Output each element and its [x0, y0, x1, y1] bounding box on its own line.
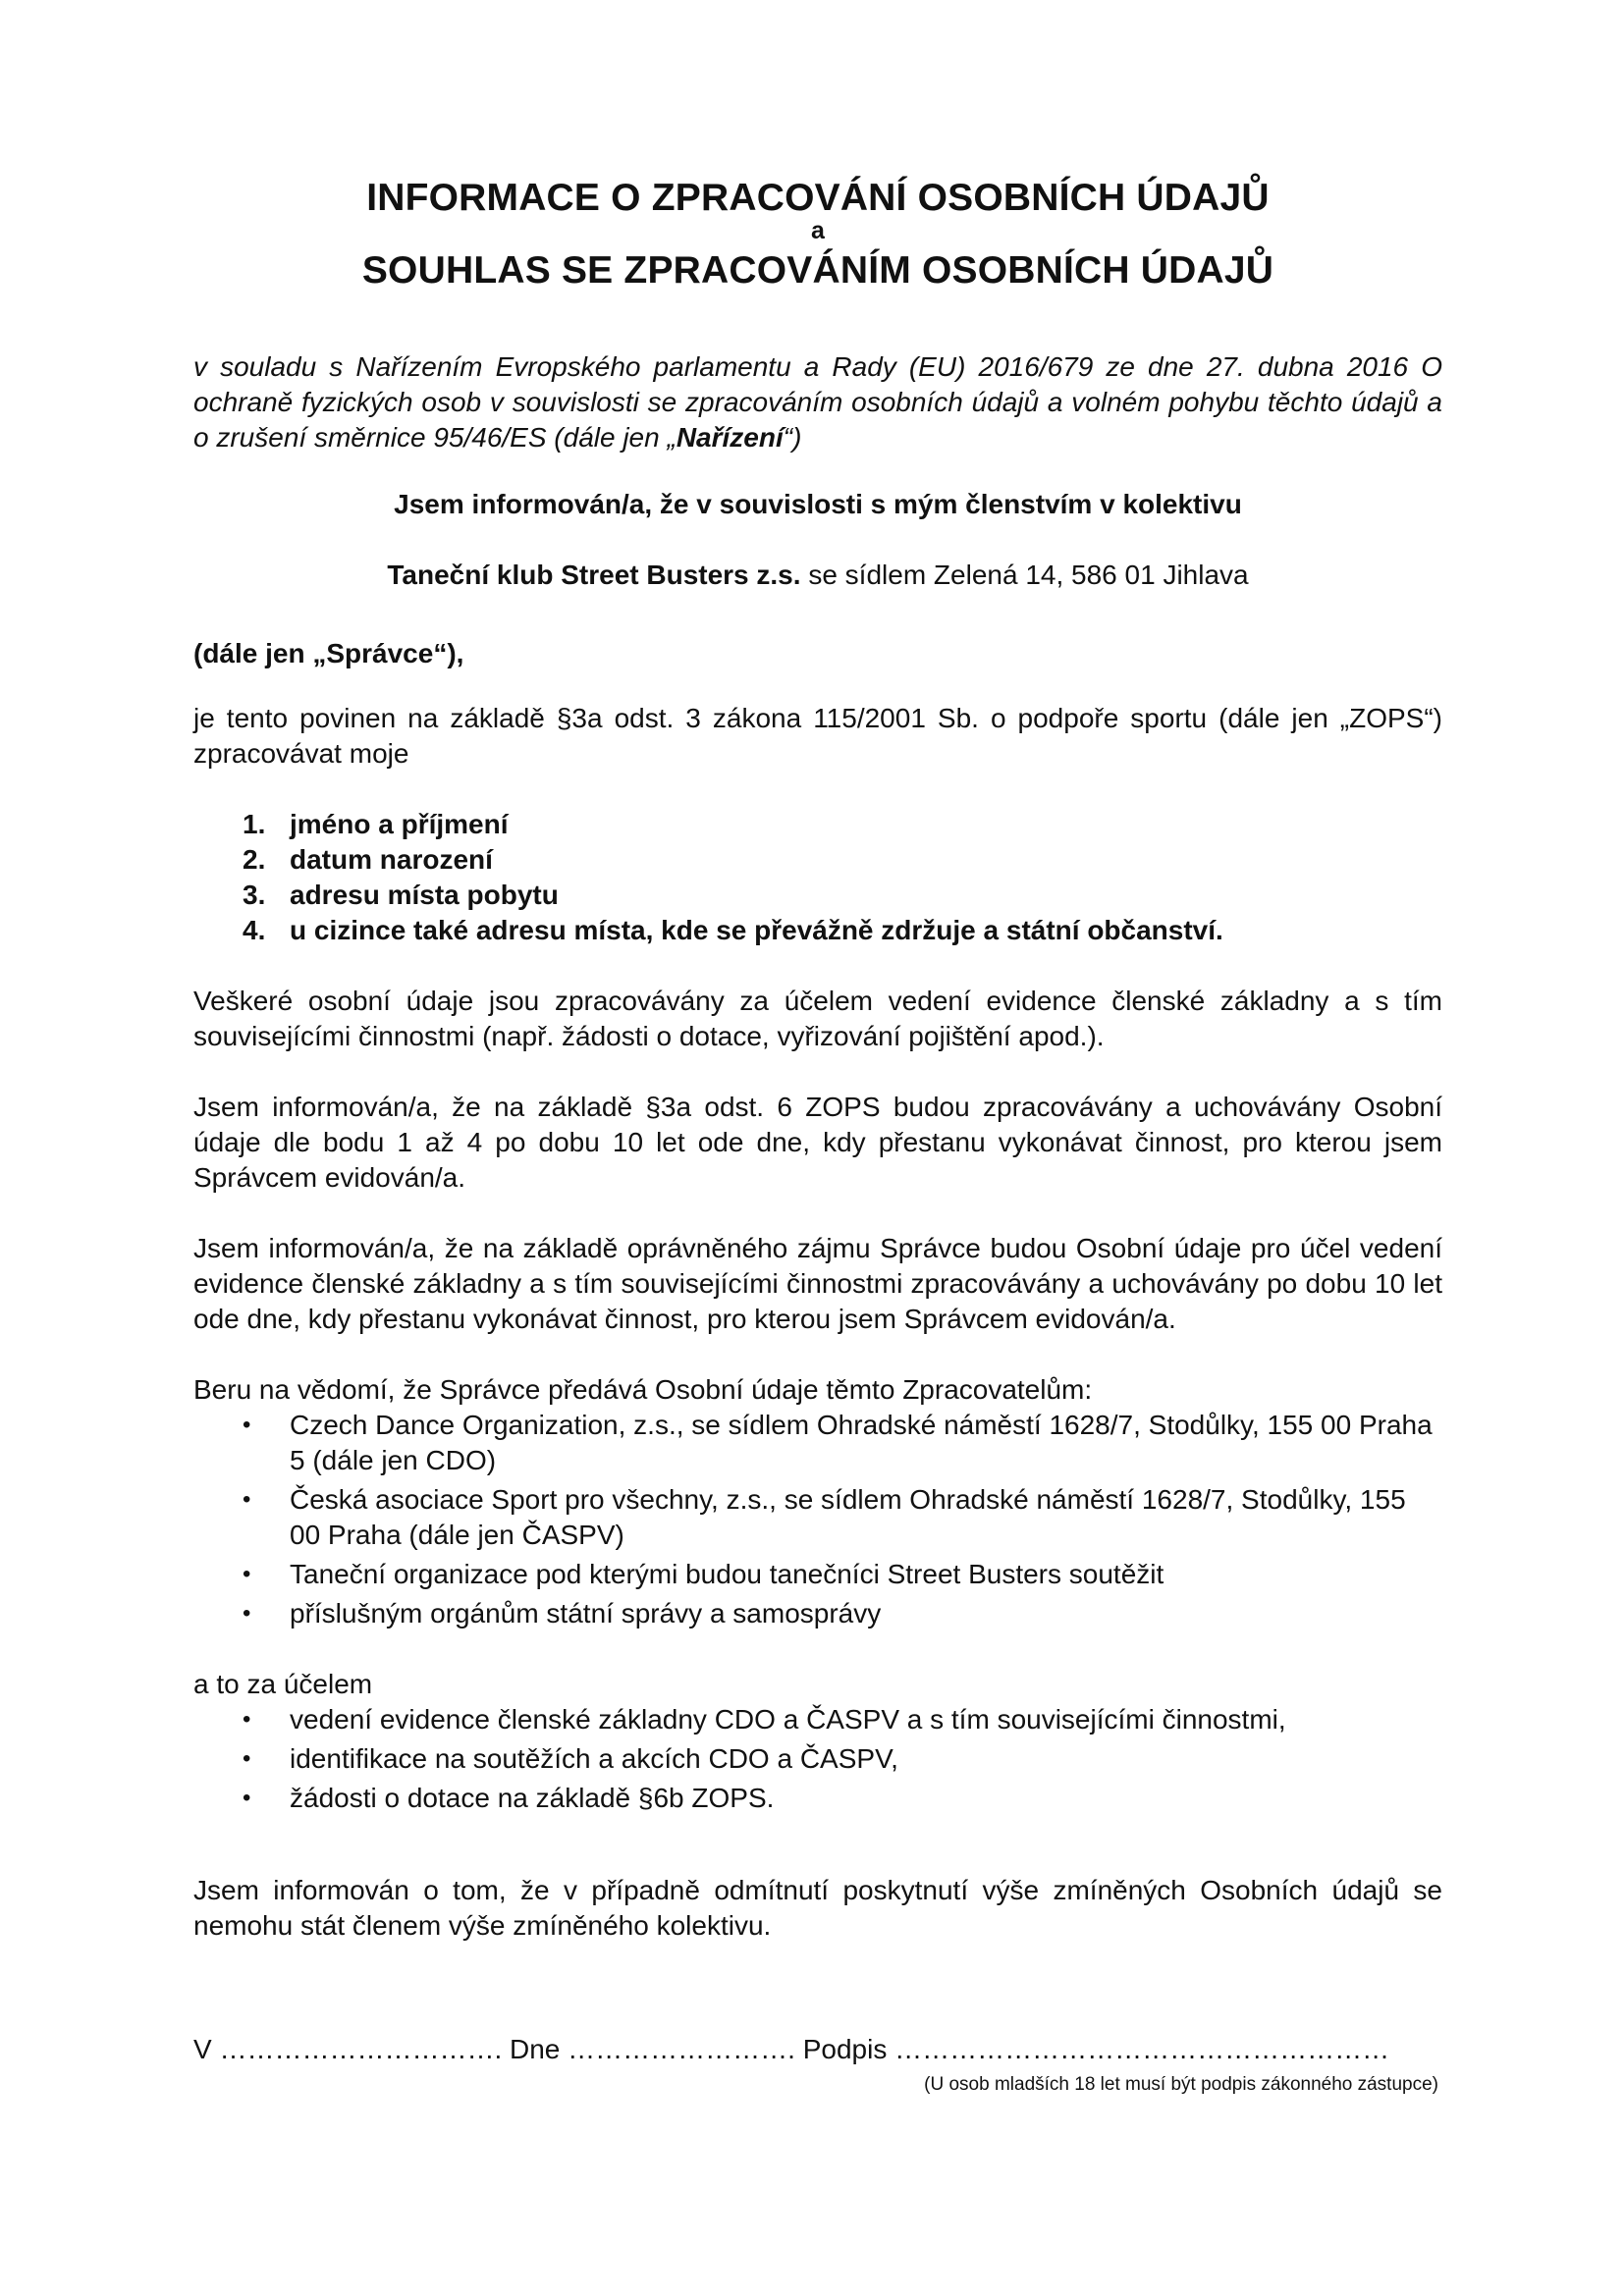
bullet-icon: •: [243, 1561, 251, 1587]
processor-item: [243, 1408, 1442, 1478]
item-number: 3.: [243, 880, 266, 910]
regulation-intro: [193, 349, 1442, 455]
signature-line: V …………………………. Dne ……………………. Podpis ………………………………………………: [193, 2034, 1390, 2064]
title-line-2: SOUHLAS SE ZPRACOVÁNÍM OSOBNÍCH ÚDAJŮ: [361, 249, 1274, 292]
processor-item: [243, 1557, 1442, 1592]
purposes-list: [193, 1702, 1442, 1816]
processor-item: [243, 1482, 1442, 1553]
bullet-icon: •: [243, 1785, 251, 1811]
purpose-paragraph: Veškeré osobní údaje jsou zpracovávány za účelem vedení evidence členské základny a s tím souvisejícími činnostmi (např. žádosti o dotace, vyřizování pojištění apod.).: [193, 986, 1442, 1051]
item-text: u cizince také adresu místa, kde se převážně zdržuje a státní občanství.: [290, 915, 1223, 945]
purpose-text: identifikace na soutěžích a akcích CDO a ČASPV,: [290, 1743, 898, 1774]
processor-text: příslušným orgánům státní správy a samosprávy: [290, 1598, 882, 1629]
purpose-item: [243, 1702, 1442, 1737]
item-text: datum narození: [290, 844, 493, 875]
personal-data-item: [243, 878, 1442, 913]
item-number: 1.: [243, 809, 266, 839]
signature-note: (U osob mladších 18 let musí být podpis zákonného zástupce): [924, 2074, 1438, 2095]
personal-data-item: [243, 842, 1442, 878]
controller-definition: (dále jen „Správce“),: [193, 638, 464, 668]
regulation-intro-term: Nařízení: [676, 422, 784, 453]
purpose-item: [243, 1781, 1442, 1816]
informed-statement: Jsem informován/a, že v souvislosti s mým členstvím v kolektivu: [394, 489, 1242, 519]
legal-basis-paragraph: je tento povinen na základě §3a odst. 3 zákona 115/2001 Sb. o podpoře sportu (dále jen „ZOPS“) zpracovávat moje: [193, 703, 1442, 769]
processor-item: [243, 1596, 1442, 1631]
processors-intro: Beru na vědomí, že Správce předává Osobní údaje těmto Zpracovatelům:: [193, 1374, 1093, 1405]
bullet-icon: •: [243, 1706, 251, 1733]
document-content: [193, 177, 1442, 2097]
processor-text: Czech Dance Organization, z.s., se sídlem Ohradské náměstí 1628/7, Stodůlky, 155 00 Praha 5 (dále jen CDO): [290, 1410, 1433, 1475]
bullet-icon: •: [243, 1412, 251, 1438]
bullet-icon: •: [243, 1745, 251, 1772]
bullet-icon: •: [243, 1600, 251, 1627]
personal-data-item: [243, 807, 1442, 842]
purpose-text: žádosti o dotace na základě §6b ZOPS.: [290, 1783, 775, 1813]
purposes-intro: a to za účelem: [193, 1669, 373, 1699]
processor-text: Taneční organizace pod kterými budou tanečníci Street Busters soutěžit: [290, 1559, 1164, 1589]
title-connector: a: [811, 217, 825, 244]
refusal-paragraph: Jsem informován o tom, že v případně odmítnutí poskytnutí výše zmíněných Osobních údajů se nemohu stát členem výše zmíněného kolektivu.: [193, 1875, 1442, 1941]
item-number: 2.: [243, 844, 266, 875]
processors-list: [193, 1408, 1442, 1631]
personal-data-item: [243, 913, 1442, 948]
retention-paragraph: Jsem informován/a, že na základě §3a odst. 6 ZOPS budou zpracovávány a uchovávány Osobní údaje dle bodu 1 až 4 po dobu 10 let ode dne, kdy přestanu vykonávat činnost, pro kterou jsem Správcem evidován/a.: [193, 1092, 1442, 1193]
purpose-item: [243, 1741, 1442, 1777]
bullet-icon: •: [243, 1486, 251, 1513]
regulation-intro-text: v souladu s Nařízením Evropského parlamentu a Rady (EU) 2016/679 ze dne 27. dubna 2016 O ochraně fyzických osob v souvislosti se zpracováním osobních údajů a volném pohybu těchto údajů a o zrušení směrnice 95/46/ES (dále jen „: [193, 351, 1442, 453]
club-line: [193, 558, 1442, 593]
purpose-text: vedení evidence členské základny CDO a ČASPV a s tím souvisejícími činnostmi,: [290, 1704, 1286, 1735]
regulation-intro-end: “): [783, 422, 802, 453]
club-name: Taneční klub Street Busters z.s.: [387, 560, 801, 590]
item-number: 4.: [243, 915, 266, 945]
item-text: jméno a příjmení: [290, 809, 509, 839]
title-line-1: INFORMACE O ZPRACOVÁNÍ OSOBNÍCH ÚDAJŮ: [366, 177, 1270, 219]
processor-text: Česká asociace Sport pro všechny, z.s., se sídlem Ohradské náměstí 1628/7, Stodůlky, 155 00 Praha (dále jen ČASPV): [290, 1484, 1406, 1550]
personal-data-list: [193, 807, 1442, 948]
legitimate-interest-paragraph: Jsem informován/a, že na základě oprávněného zájmu Správce budou Osobní údaje pro účel vedení evidence členské základny a s tím souvisejícími činnostmi zpracovávány a uchovávány po dobu 10 let ode dne, kdy přestanu vykonávat činnost, pro kterou jsem Správcem evidován/a.: [193, 1233, 1442, 1334]
club-address: se sídlem Zelená 14, 586 01 Jihlava: [800, 560, 1249, 590]
item-text: adresu místa pobytu: [290, 880, 559, 910]
